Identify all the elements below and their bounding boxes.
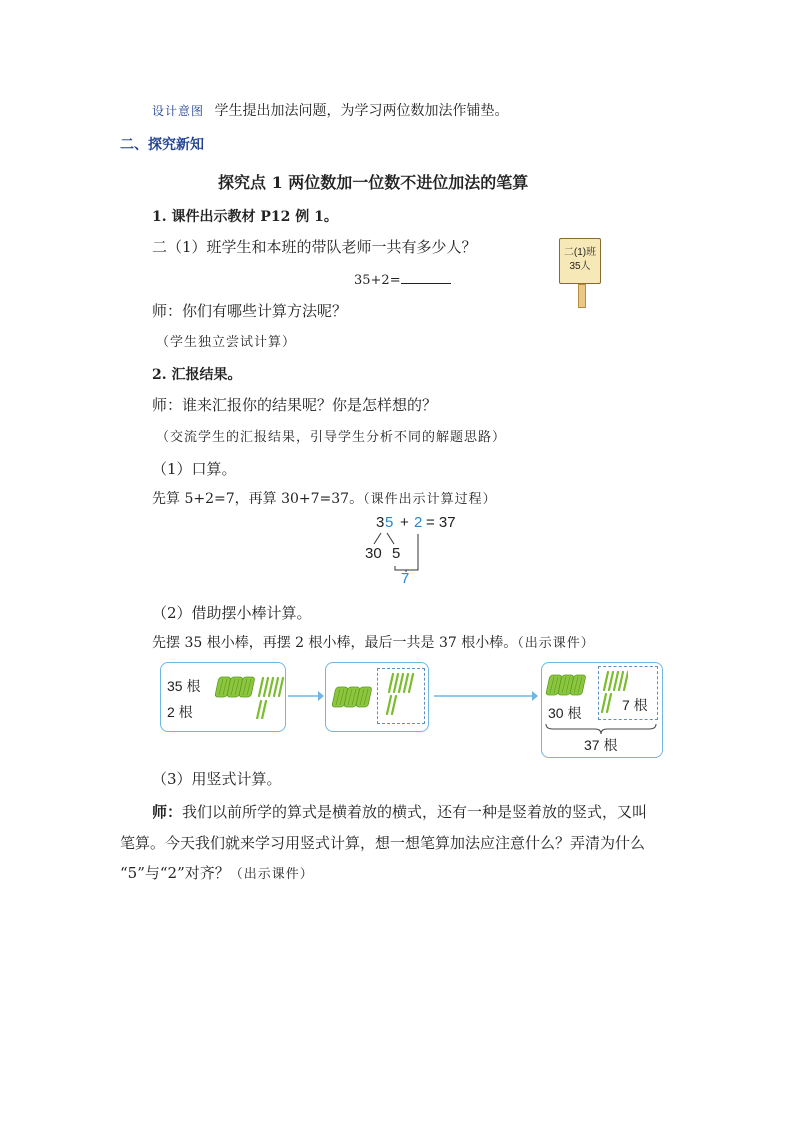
box3-label-7: 7 根 bbox=[622, 697, 648, 713]
digit-tens: 3 bbox=[376, 514, 385, 531]
method1-line bbox=[152, 488, 497, 508]
split-left: 30 bbox=[365, 545, 382, 562]
teacher1-line bbox=[152, 300, 347, 321]
box3-label-37: 37 根 bbox=[584, 737, 618, 753]
box1-label-35: 35 根 bbox=[167, 678, 201, 694]
method1-text: 先算 5+2=7，再算 30+7=37。 bbox=[152, 491, 364, 507]
note1: （学生独立尝试计算） bbox=[156, 335, 297, 350]
sticks-box-initial bbox=[160, 662, 286, 732]
answer-blank bbox=[401, 271, 451, 284]
teacher2-text: 谁来汇报你的结果呢？你是怎样想的？ bbox=[182, 396, 438, 414]
method2-text: 先摆 35 根小棒，再摆 2 根小棒，最后一共是 37 根小棒。 bbox=[152, 635, 518, 651]
teacher3-line1 bbox=[152, 801, 647, 822]
teacher3-label: 师： bbox=[152, 803, 183, 821]
teacher1-text: 你们有哪些计算方法呢？ bbox=[182, 302, 348, 320]
design-intent-label: 设计意图 bbox=[152, 104, 205, 118]
step1-equation: 35+2= bbox=[354, 273, 401, 288]
method2-line bbox=[152, 632, 595, 652]
box3-label-30: 30 根 bbox=[548, 705, 582, 721]
teacher2-label: 师： bbox=[152, 396, 183, 414]
decomposition-diagram bbox=[360, 514, 470, 586]
addend: 2 bbox=[414, 514, 423, 531]
sticks-box-result bbox=[541, 662, 663, 758]
step1-title: 1. 课件出示教材 P12 例 1。 bbox=[152, 209, 338, 225]
box3-bundles bbox=[544, 673, 596, 699]
box1-label-2: 2 根 bbox=[167, 704, 193, 720]
section-title: 二、探究新知 bbox=[120, 137, 204, 153]
partial-sum: 7 bbox=[401, 570, 410, 587]
teacher2-line bbox=[152, 394, 437, 415]
plus-sign: + bbox=[400, 514, 409, 531]
design-intent-line bbox=[152, 100, 508, 120]
sign-line1: 二(1)班 bbox=[563, 247, 597, 258]
box2-bundles bbox=[330, 685, 380, 711]
class-sign bbox=[559, 238, 603, 306]
method3-title: （3）用竖式计算。 bbox=[152, 770, 282, 788]
equals-result: = 37 bbox=[426, 514, 456, 531]
sticks-box-combined bbox=[325, 662, 429, 732]
step1-equation-line bbox=[354, 271, 451, 288]
sign-post bbox=[578, 284, 586, 308]
sign-line2: 35人 bbox=[569, 261, 591, 272]
explore-point-title: 探究点 1 两位数加一位数不进位加法的笔算 bbox=[218, 173, 529, 192]
teacher3-line2: 笔算。今天我们就来学习用竖式计算，想一想笔算加法应注意什么？弄清为什么 bbox=[120, 834, 646, 852]
box2-loose-sticks bbox=[381, 672, 421, 720]
method2-title: （2）借助摆小棒计算。 bbox=[152, 604, 312, 622]
sign-board bbox=[559, 238, 601, 284]
teacher3-text1: 我们以前所学的算式是横着放的横式，还有一种是竖着放的竖式，又叫 bbox=[182, 803, 648, 821]
note2: （交流学生的汇报结果，引导学生分析不同的解题思路） bbox=[156, 430, 507, 445]
teacher1-label: 师： bbox=[152, 302, 183, 320]
method1-note: （课件出示计算过程） bbox=[363, 492, 497, 507]
split-right: 5 bbox=[392, 545, 401, 562]
teacher3-line3 bbox=[120, 862, 314, 883]
method2-note: （出示课件） bbox=[517, 636, 595, 651]
step2-title: 2. 汇报结果。 bbox=[152, 367, 242, 383]
design-intent-text: 学生提出加法问题，为学习两位数加法作铺垫。 bbox=[214, 103, 509, 119]
arrow-2 bbox=[434, 690, 538, 702]
teacher3-note: （出示课件） bbox=[229, 867, 314, 882]
step1-question: 二（1）班学生和本班的带队老师一共有多少人？ bbox=[152, 238, 477, 256]
method1-title: （1）口算。 bbox=[152, 460, 237, 478]
total-brace bbox=[545, 723, 657, 735]
box1-sticks bbox=[213, 675, 285, 719]
digit-ones: 5 bbox=[385, 514, 394, 531]
arrow-1 bbox=[288, 690, 324, 702]
teacher3-text3: “5”与“2”对齐？ bbox=[120, 864, 230, 882]
